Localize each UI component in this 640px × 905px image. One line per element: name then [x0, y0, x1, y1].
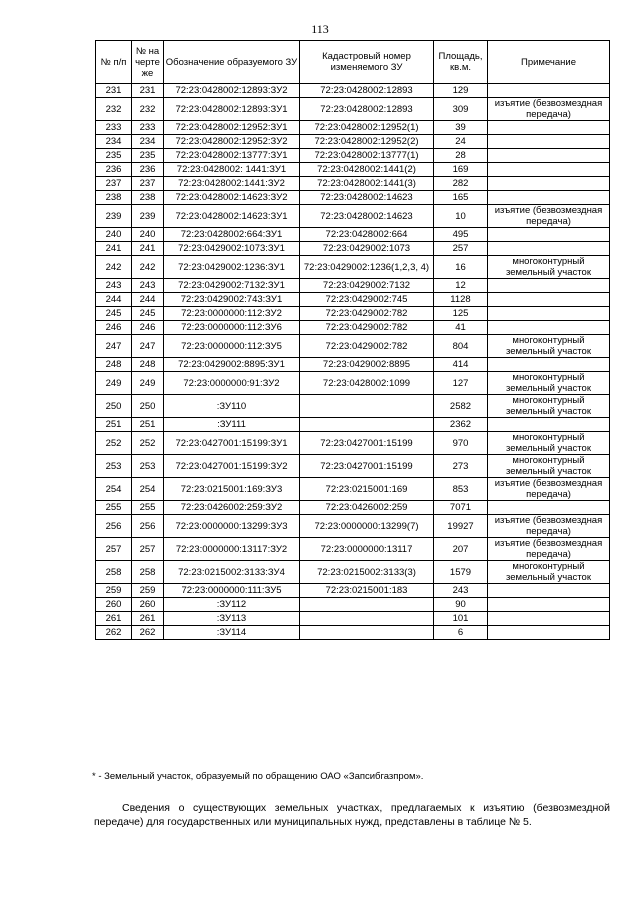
table-row	[96, 538, 610, 561]
cell-note: многоконтурный земельный участок	[488, 335, 610, 358]
cell-note	[488, 279, 610, 293]
cell-designation: 72:23:0428002:664:ЗУ1	[164, 228, 300, 242]
col-header-cadastral-number: Кадастровый номер изменяемого ЗУ	[300, 41, 434, 84]
cell-number: 249	[96, 372, 132, 395]
cell-number: 237	[96, 177, 132, 191]
cell-number: 260	[96, 598, 132, 612]
cell-designation: 72:23:0428002:1441:ЗУ2	[164, 177, 300, 191]
cell-designation: 72:23:0428002:14623:ЗУ1	[164, 205, 300, 228]
cell-designation: 72:23:0428002: 1441:ЗУ1	[164, 163, 300, 177]
cell-number: 256	[96, 515, 132, 538]
cell-number: 243	[96, 279, 132, 293]
cell-designation: 72:23:0427001:15199:ЗУ1	[164, 432, 300, 455]
table-row	[96, 561, 610, 584]
cell-drawing-number: 254	[132, 478, 164, 501]
cell-area: 804	[434, 335, 488, 358]
cell-note: изъятие (безвозмездная передача)	[488, 538, 610, 561]
cell-cadastral-number: 72:23:0428002:12893	[300, 84, 434, 98]
cell-drawing-number: 237	[132, 177, 164, 191]
cell-designation: 72:23:0000000:111:ЗУ5	[164, 584, 300, 598]
cell-area: 12	[434, 279, 488, 293]
cell-note	[488, 135, 610, 149]
cell-number: 242	[96, 256, 132, 279]
cell-drawing-number: 256	[132, 515, 164, 538]
cell-designation: 72:23:0215001:169:ЗУ3	[164, 478, 300, 501]
cell-area: 282	[434, 177, 488, 191]
table-row	[96, 455, 610, 478]
cell-number: 245	[96, 307, 132, 321]
cell-cadastral-number: 72:23:0428002:14623	[300, 191, 434, 205]
footnote: * - Земельный участок, образуемый по обращению ОАО «Запсибгазпром».	[92, 771, 424, 782]
cell-designation: 72:23:0428002:13777:ЗУ1	[164, 149, 300, 163]
cell-note: изъятие (безвозмездная передача)	[488, 515, 610, 538]
cell-drawing-number: 235	[132, 149, 164, 163]
table-row	[96, 149, 610, 163]
table-row	[96, 395, 610, 418]
cell-number: 251	[96, 418, 132, 432]
cell-area: 414	[434, 358, 488, 372]
cell-note	[488, 121, 610, 135]
cell-designation: 72:23:0000000:112:ЗУ2	[164, 307, 300, 321]
cell-number: 240	[96, 228, 132, 242]
cell-cadastral-number: 72:23:0215002:3133(3)	[300, 561, 434, 584]
table-row	[96, 293, 610, 307]
cell-area: 125	[434, 307, 488, 321]
cell-number: 262	[96, 626, 132, 640]
cell-area: 39	[434, 121, 488, 135]
table-row	[96, 205, 610, 228]
cell-note	[488, 598, 610, 612]
table-row	[96, 279, 610, 293]
cell-cadastral-number: 72:23:0428002:1099	[300, 372, 434, 395]
cell-number: 252	[96, 432, 132, 455]
cell-note: многоконтурный земельный участок	[488, 455, 610, 478]
cell-drawing-number: 243	[132, 279, 164, 293]
cell-number: 257	[96, 538, 132, 561]
cell-cadastral-number: 72:23:0000000:13299(7)	[300, 515, 434, 538]
cell-number: 246	[96, 321, 132, 335]
cell-number: 255	[96, 501, 132, 515]
cell-note: изъятие (безвозмездная передача)	[488, 98, 610, 121]
cell-cadastral-number: 72:23:0428002:14623	[300, 205, 434, 228]
cell-designation: 72:23:0000000:13117:ЗУ2	[164, 538, 300, 561]
table-row	[96, 335, 610, 358]
col-header-area: Площадь, кв.м.	[434, 41, 488, 84]
cell-designation: 72:23:0429002:1073:ЗУ1	[164, 242, 300, 256]
table-row	[96, 598, 610, 612]
cell-drawing-number: 246	[132, 321, 164, 335]
cell-number: 233	[96, 121, 132, 135]
cell-drawing-number: 234	[132, 135, 164, 149]
cell-area: 853	[434, 478, 488, 501]
table-row	[96, 478, 610, 501]
cell-drawing-number: 239	[132, 205, 164, 228]
cell-designation: 72:23:0429002:1236:ЗУ1	[164, 256, 300, 279]
cell-drawing-number: 242	[132, 256, 164, 279]
cell-drawing-number: 260	[132, 598, 164, 612]
col-header-number: № п/п	[96, 41, 132, 84]
table-row	[96, 191, 610, 205]
cell-drawing-number: 255	[132, 501, 164, 515]
cell-area: 19927	[434, 515, 488, 538]
cell-number: 235	[96, 149, 132, 163]
table-row	[96, 418, 610, 432]
cell-designation: :ЗУ112	[164, 598, 300, 612]
cell-drawing-number: 248	[132, 358, 164, 372]
table-row	[96, 163, 610, 177]
cell-designation: :ЗУ111	[164, 418, 300, 432]
table-row	[96, 358, 610, 372]
cell-cadastral-number	[300, 598, 434, 612]
cell-number: 248	[96, 358, 132, 372]
cell-cadastral-number: 72:23:0429002:782	[300, 335, 434, 358]
cell-cadastral-number: 72:23:0428002:12952(1)	[300, 121, 434, 135]
col-header-designation: Обозначение образуемого ЗУ	[164, 41, 300, 84]
cell-area: 10	[434, 205, 488, 228]
cell-number: 259	[96, 584, 132, 598]
cell-area: 2362	[434, 418, 488, 432]
cell-area: 28	[434, 149, 488, 163]
cell-drawing-number: 257	[132, 538, 164, 561]
table-row	[96, 515, 610, 538]
cell-designation: 72:23:0000000:13299:ЗУ3	[164, 515, 300, 538]
cell-note: изъятие (безвозмездная передача)	[488, 478, 610, 501]
table-row	[96, 584, 610, 598]
cell-area: 41	[434, 321, 488, 335]
table-row	[96, 321, 610, 335]
cell-designation: :ЗУ110	[164, 395, 300, 418]
cell-drawing-number: 253	[132, 455, 164, 478]
cell-note	[488, 149, 610, 163]
cell-number: 258	[96, 561, 132, 584]
cell-cadastral-number: 72:23:0428002:12893	[300, 98, 434, 121]
cell-designation: 72:23:0429002:7132:ЗУ1	[164, 279, 300, 293]
cell-note: многоконтурный земельный участок	[488, 395, 610, 418]
cell-note	[488, 293, 610, 307]
cell-number: 238	[96, 191, 132, 205]
cell-number: 234	[96, 135, 132, 149]
table-row	[96, 177, 610, 191]
cell-note	[488, 321, 610, 335]
cell-designation: 72:23:0428002:12893:ЗУ1	[164, 98, 300, 121]
cell-cadastral-number: 72:23:0428002:664	[300, 228, 434, 242]
cell-cadastral-number	[300, 395, 434, 418]
cell-cadastral-number: 72:23:0428002:13777(1)	[300, 149, 434, 163]
table-row	[96, 612, 610, 626]
cell-drawing-number: 233	[132, 121, 164, 135]
cell-number: 253	[96, 455, 132, 478]
cell-cadastral-number	[300, 612, 434, 626]
cell-drawing-number: 232	[132, 98, 164, 121]
cell-area: 7071	[434, 501, 488, 515]
cell-note	[488, 163, 610, 177]
cell-note	[488, 177, 610, 191]
cell-cadastral-number	[300, 418, 434, 432]
cell-cadastral-number: 72:23:0429002:782	[300, 307, 434, 321]
cell-designation: 72:23:0000000:112:ЗУ5	[164, 335, 300, 358]
col-header-drawing-number: № на черте же	[132, 41, 164, 84]
cell-area: 257	[434, 242, 488, 256]
table-row	[96, 256, 610, 279]
cell-designation: :ЗУ114	[164, 626, 300, 640]
cell-cadastral-number: 72:23:0429002:745	[300, 293, 434, 307]
table-row	[96, 242, 610, 256]
cell-area: 90	[434, 598, 488, 612]
cell-note	[488, 626, 610, 640]
cell-note	[488, 501, 610, 515]
body-paragraph: Сведения о существующих земельных участках, предлагаемых к изъятию (безвозмездной передаче) для государственных или муниципальных нужд, представлены в таблице № 5.	[94, 802, 610, 828]
cell-designation: 72:23:0429002:8895:ЗУ1	[164, 358, 300, 372]
cell-number: 254	[96, 478, 132, 501]
cell-cadastral-number: 72:23:0429002:8895	[300, 358, 434, 372]
cell-area: 1128	[434, 293, 488, 307]
cell-designation: 72:23:0428002:12893:ЗУ2	[164, 84, 300, 98]
cell-area: 309	[434, 98, 488, 121]
cell-cadastral-number: 72:23:0426002:259	[300, 501, 434, 515]
table-row	[96, 121, 610, 135]
cell-cadastral-number: 72:23:0429002:1236(1,2,3, 4)	[300, 256, 434, 279]
cell-area: 1579	[434, 561, 488, 584]
cell-note	[488, 612, 610, 626]
table-row	[96, 98, 610, 121]
cell-note: многоконтурный земельный участок	[488, 432, 610, 455]
cell-drawing-number: 236	[132, 163, 164, 177]
cell-drawing-number: 247	[132, 335, 164, 358]
cell-number: 241	[96, 242, 132, 256]
cell-drawing-number: 244	[132, 293, 164, 307]
table-header-row	[96, 41, 610, 84]
cell-number: 250	[96, 395, 132, 418]
cell-area: 243	[434, 584, 488, 598]
cell-number: 261	[96, 612, 132, 626]
cell-number: 232	[96, 98, 132, 121]
cell-cadastral-number: 72:23:0428002:1441(3)	[300, 177, 434, 191]
cell-area: 2582	[434, 395, 488, 418]
cell-cadastral-number	[300, 626, 434, 640]
cell-designation: 72:23:0427001:15199:ЗУ2	[164, 455, 300, 478]
cell-number: 236	[96, 163, 132, 177]
cell-note	[488, 584, 610, 598]
cell-note	[488, 307, 610, 321]
cell-note: изъятие (безвозмездная передача)	[488, 205, 610, 228]
cell-area: 165	[434, 191, 488, 205]
cell-note: многоконтурный земельный участок	[488, 256, 610, 279]
cell-number: 247	[96, 335, 132, 358]
cell-area: 6	[434, 626, 488, 640]
page-number: 113	[311, 22, 329, 36]
cell-cadastral-number: 72:23:0215001:183	[300, 584, 434, 598]
table-row	[96, 372, 610, 395]
table-row	[96, 501, 610, 515]
cell-cadastral-number: 72:23:0429002:782	[300, 321, 434, 335]
cell-drawing-number: 258	[132, 561, 164, 584]
table-row	[96, 626, 610, 640]
cell-number: 231	[96, 84, 132, 98]
cell-designation: 72:23:0000000:112:ЗУ6	[164, 321, 300, 335]
cell-cadastral-number: 72:23:0428002:1441(2)	[300, 163, 434, 177]
cell-area: 207	[434, 538, 488, 561]
cell-note	[488, 191, 610, 205]
cell-note: многоконтурный земельный участок	[488, 372, 610, 395]
cell-drawing-number: 238	[132, 191, 164, 205]
table-row	[96, 307, 610, 321]
cell-note: многоконтурный земельный участок	[488, 561, 610, 584]
cell-note	[488, 228, 610, 242]
cell-designation: 72:23:0215002:3133:ЗУ4	[164, 561, 300, 584]
cell-note	[488, 358, 610, 372]
cell-area: 495	[434, 228, 488, 242]
cell-drawing-number: 261	[132, 612, 164, 626]
cell-drawing-number: 241	[132, 242, 164, 256]
cell-cadastral-number: 72:23:0000000:13117	[300, 538, 434, 561]
cell-cadastral-number: 72:23:0429002:7132	[300, 279, 434, 293]
cell-designation: 72:23:0426002:259:ЗУ2	[164, 501, 300, 515]
cell-area: 127	[434, 372, 488, 395]
cell-designation: :ЗУ113	[164, 612, 300, 626]
table-row	[96, 228, 610, 242]
cell-note	[488, 242, 610, 256]
cell-drawing-number: 240	[132, 228, 164, 242]
cell-drawing-number: 231	[132, 84, 164, 98]
cell-area: 16	[434, 256, 488, 279]
cell-note	[488, 84, 610, 98]
cell-number: 239	[96, 205, 132, 228]
cell-area: 24	[434, 135, 488, 149]
col-header-note: Примечание	[488, 41, 610, 84]
cell-cadastral-number: 72:23:0427001:15199	[300, 432, 434, 455]
cell-area: 273	[434, 455, 488, 478]
cell-cadastral-number: 72:23:0215001:169	[300, 478, 434, 501]
cell-designation: 72:23:0428002:14623:ЗУ2	[164, 191, 300, 205]
cell-drawing-number: 249	[132, 372, 164, 395]
cell-drawing-number: 250	[132, 395, 164, 418]
cell-drawing-number: 262	[132, 626, 164, 640]
cell-drawing-number: 251	[132, 418, 164, 432]
cell-area: 169	[434, 163, 488, 177]
cell-drawing-number: 245	[132, 307, 164, 321]
cell-drawing-number: 252	[132, 432, 164, 455]
land-plots-table	[95, 40, 610, 640]
cell-designation: 72:23:0000000:91:ЗУ2	[164, 372, 300, 395]
table-row	[96, 84, 610, 98]
cell-area: 970	[434, 432, 488, 455]
cell-note	[488, 418, 610, 432]
cell-designation: 72:23:0429002:743:ЗУ1	[164, 293, 300, 307]
cell-number: 244	[96, 293, 132, 307]
cell-drawing-number: 259	[132, 584, 164, 598]
cell-area: 101	[434, 612, 488, 626]
cell-designation: 72:23:0428002:12952:ЗУ2	[164, 135, 300, 149]
table-row	[96, 135, 610, 149]
cell-cadastral-number: 72:23:0428002:12952(2)	[300, 135, 434, 149]
table-row	[96, 432, 610, 455]
cell-designation: 72:23:0428002:12952:ЗУ1	[164, 121, 300, 135]
cell-cadastral-number: 72:23:0429002:1073	[300, 242, 434, 256]
cell-area: 129	[434, 84, 488, 98]
cell-cadastral-number: 72:23:0427001:15199	[300, 455, 434, 478]
